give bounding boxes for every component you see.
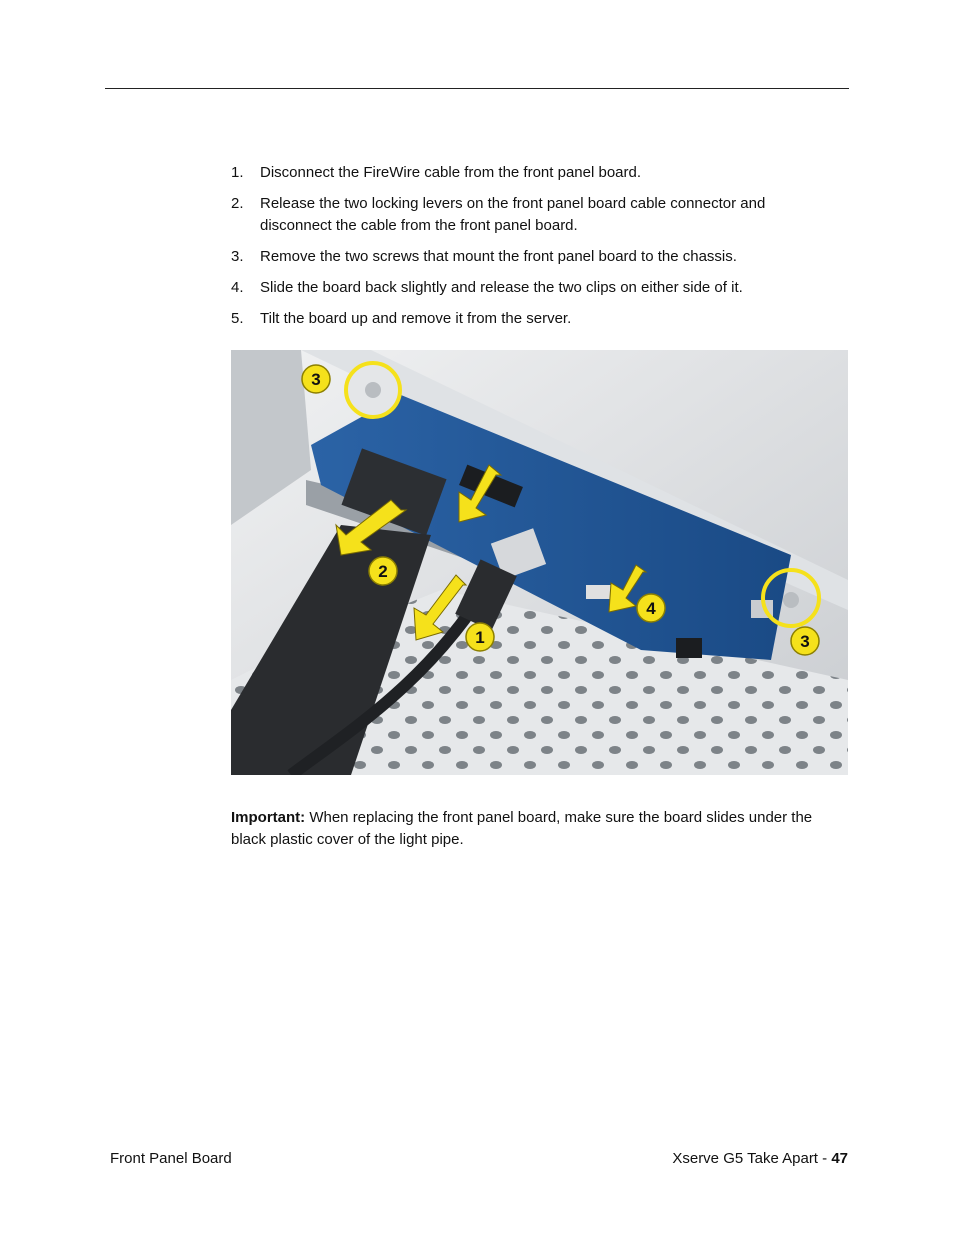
callout-number: 2 bbox=[378, 562, 388, 581]
callout-3-right bbox=[791, 627, 819, 655]
header-pins bbox=[676, 638, 702, 658]
step-text: Release the two locking levers on the front panel board cable connector and disconnect the cable from the front panel board. bbox=[260, 195, 766, 234]
step-number: 1. bbox=[231, 164, 244, 181]
instruction-steps bbox=[231, 162, 831, 339]
header-rule bbox=[105, 88, 849, 89]
step-number: 2. bbox=[231, 195, 244, 212]
step-text: Remove the two screws that mount the front panel board to the chassis. bbox=[260, 248, 737, 265]
note-label: Important: bbox=[231, 809, 306, 826]
step-number: 5. bbox=[231, 310, 244, 327]
callout-number: 4 bbox=[646, 599, 656, 618]
footer-page-info bbox=[672, 1149, 848, 1169]
step-item bbox=[231, 308, 831, 330]
step-item bbox=[231, 193, 831, 237]
footer-doc-title: Xserve G5 Take Apart - bbox=[672, 1150, 832, 1167]
screw bbox=[365, 382, 381, 398]
step-item bbox=[231, 246, 831, 268]
callout-number: 1 bbox=[475, 628, 485, 647]
callout-number: 3 bbox=[311, 370, 321, 389]
front-panel-board-photo bbox=[231, 350, 848, 775]
page-number: 47 bbox=[831, 1150, 848, 1167]
step-text: Disconnect the FireWire cable from the front panel board. bbox=[260, 164, 642, 181]
screw bbox=[783, 592, 799, 608]
photo-illustration bbox=[231, 350, 848, 775]
note-text: When replacing the front panel board, make sure the board slides under the black plastic cover of the light pipe. bbox=[231, 809, 813, 848]
step-text: Slide the board back slightly and release the two clips on either side of it. bbox=[260, 279, 743, 296]
callout-4 bbox=[637, 594, 665, 622]
callout-number: 3 bbox=[800, 632, 810, 651]
callout-3-top bbox=[302, 365, 330, 393]
callout-2 bbox=[369, 557, 397, 585]
step-item bbox=[231, 162, 831, 184]
callout-1 bbox=[466, 623, 494, 651]
step-number: 4. bbox=[231, 279, 244, 296]
important-note bbox=[231, 807, 841, 851]
step-number: 3. bbox=[231, 248, 244, 265]
step-item bbox=[231, 277, 831, 299]
step-text: Tilt the board up and remove it from the server. bbox=[260, 310, 572, 327]
footer-section-title: Front Panel Board bbox=[110, 1150, 232, 1167]
crystal-component bbox=[586, 585, 612, 599]
